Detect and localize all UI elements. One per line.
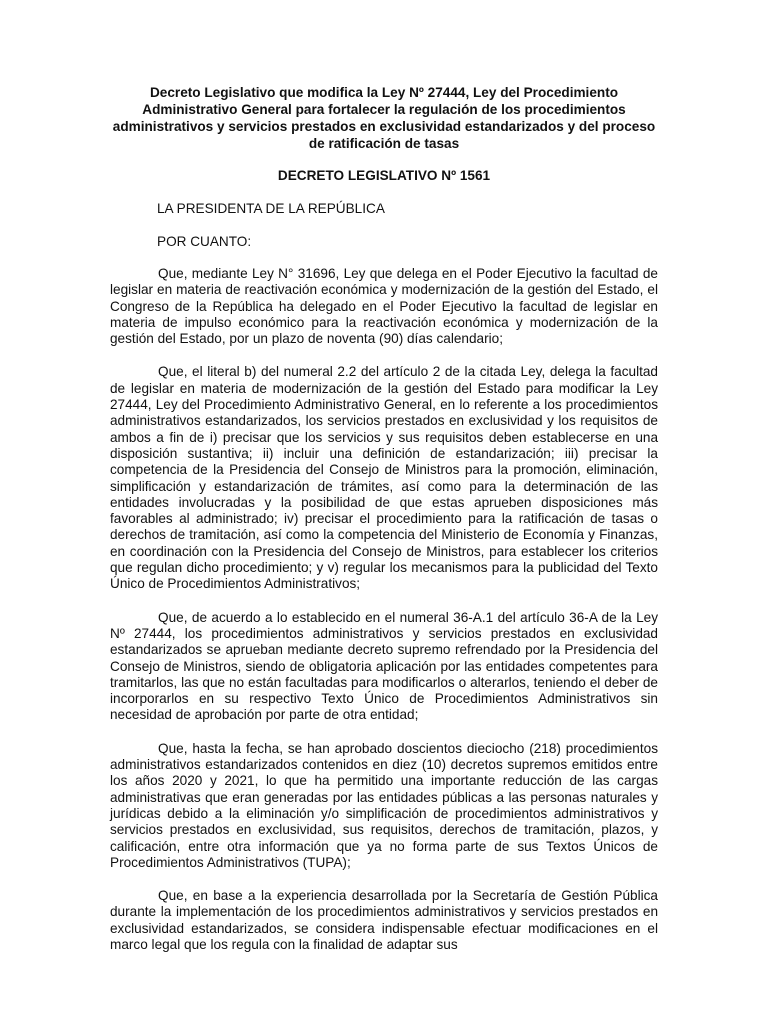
- paragraph-4: Que, hasta la fecha, se han aprobado doscientos dieciocho (218) procedimientos administrativos estandarizados contenidos en diez (10) decretos supremos emitidos entre los años 2020 y 2021, lo que ha permitido una importante reducción de las cargas administrativas que eran generadas por las entidades públicas a las personas naturales y jurídicas debido a la eliminación y/o simplificación de procedimientos administrativos y servicios prestados en exclusividad, sus requisitos, derechos de tramitación, plazos, y calificación, entre otra información que ya no forma parte de sus Textos Únicos de Procedimientos Administrativos (TUPA);: [110, 740, 658, 870]
- paragraph-3: Que, de acuerdo a lo establecido en el numeral 36-A.1 del artículo 36-A de la Ley Nº 27444, los procedimientos administrativos y servicios prestados en exclusividad estandarizados se aprueban mediante decreto supremo refrendado por la Presidencia del Consejo de Ministros, siendo de obligatoria aplicación por las entidades competentes para tramitarlos, las que no están facultadas para modificarlos o alterarlos, teniendo el deber de incorporarlos en su respectivo Texto Único de Procedimientos Administrativos sin necesidad de aprobación por parte de otra entidad;: [110, 609, 658, 723]
- decree-number: DECRETO LEGISLATIVO Nº 1561: [277, 168, 491, 183]
- paragraph-5: Que, en base a la experiencia desarrollada por la Secretaría de Gestión Pública durante la implementación de los procedimientos administrativos y servicios prestados en exclusividad estandarizados, se considera indispensable efectuar modificaciones en el marco legal que los regula con la finalidad de adaptar sus: [110, 888, 658, 952]
- paragraph-1: Que, mediante Ley N° 31696, Ley que delega en el Poder Ejecutivo la facultad de legislar en materia de reactivación económica y modernización de la gestión del Estado, el Congreso de la República ha delegado en el Poder Ejecutivo la facultad de legislar en materia de impulso económico para la reactivación económica y modernización de la gestión del Estado, por un plazo de noventa (90) días calendario;: [110, 266, 658, 347]
- document-page: [110, 84, 658, 953]
- paragraph-2: Que, el literal b) del numeral 2.2 del artículo 2 de la citada Ley, delega la facultad de legislar en materia de modernización de la gestión del Estado para modificar la Ley 27444, Ley del Procedimiento Administrativo General, en lo referente a los procedimientos administrativos estandarizados, los servicios prestados en exclusividad y los requisitos de ambos a fin de i) precisar que los servicios y sus requisitos deben establecerse en una disposición sustantiva; ii) incluir una definición de estandarización; iii) precisar la competencia de la Presidencia del Consejo de Ministros para la promoción, eliminación, simplificación y estandarización de trámites, así como para la determinación de las entidades involucradas y la posibilidad de que estas aprueben disposiciones más favorables al administrado; iv) precisar el procedimiento para la ratificación de tasas o derechos de tramitación, así como la competencia del Ministerio de Economía y Finanzas, en coordinación con la Presidencia del Consejo de Ministros, para establecer los criterios que regulan dicho procedimiento; y v) regular los mecanismos para la publicidad del Texto Único de Procedimientos Administrativos;: [110, 364, 658, 592]
- por-cuanto-heading: POR CUANTO:: [157, 234, 252, 249]
- presidenta-heading: LA PRESIDENTA DE LA REPÚBLICA: [157, 201, 385, 216]
- document-title: Decreto Legislativo que modifica la Ley Nº 27444, Ley del Procedimiento Administrativo General para fortalecer la regulación de los procedimientos administrativos y servicios prestados en exclusividad estandarizados y del proceso de ratificación de tasas: [112, 85, 656, 151]
